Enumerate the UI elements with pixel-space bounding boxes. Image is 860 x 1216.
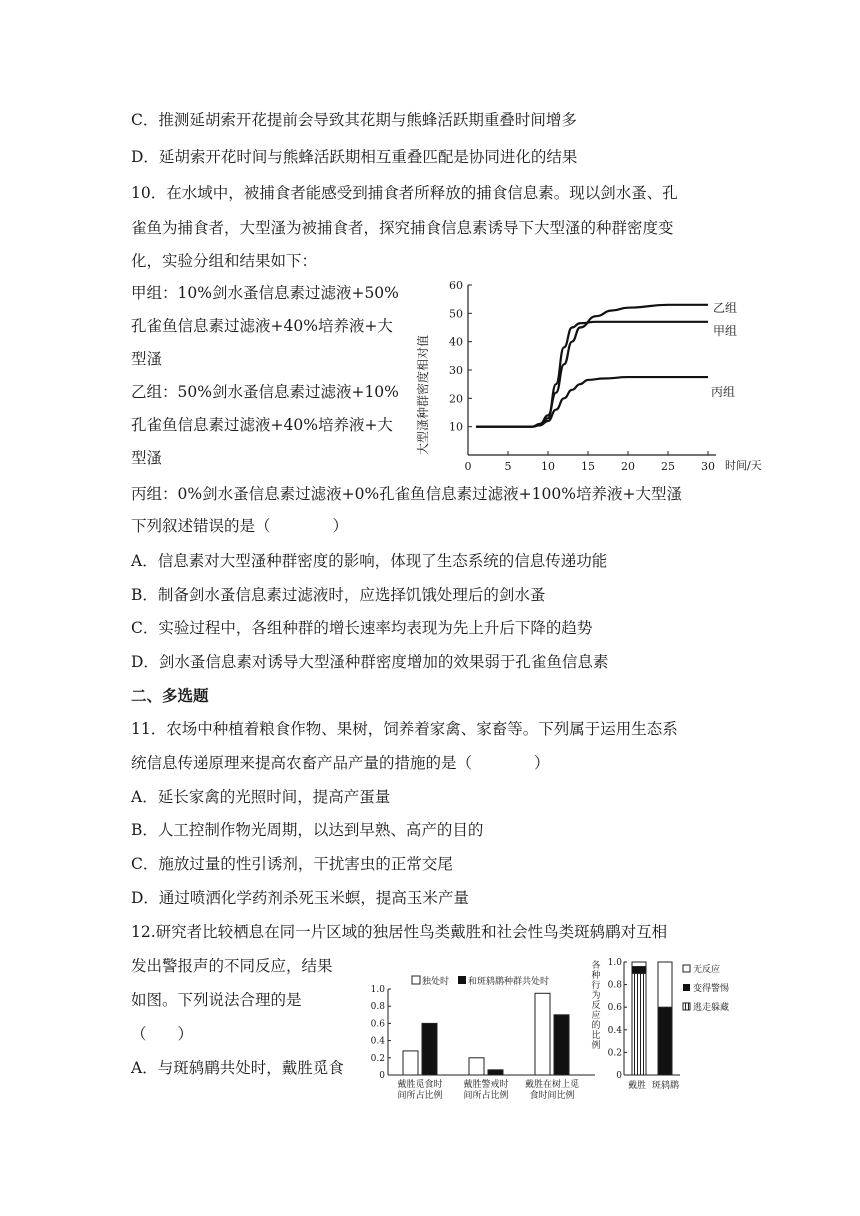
category-label-daisheng: 戴胜 (628, 1081, 647, 1091)
series-line-2 (476, 377, 708, 427)
q10-stem-line-2: 雀鱼为捕食者，大型溞为被捕食者，探究捕食信息素诱导下大型溞的种群密度变 (131, 219, 674, 237)
y-label-char: 行 (591, 981, 601, 991)
bar-together-2 (554, 1015, 569, 1075)
legend-label-flee: 逃走躲藏 (693, 1003, 730, 1013)
q12-option-a: A．与斑鸫鹛共处时，戴胜觅食 (131, 1059, 344, 1077)
q10-option-d: D．剑水蚤信息素对诱导大型溞种群密度增加的效果弱于孔雀鱼信息素 (131, 653, 609, 671)
category-label-2: 食时间比例 (529, 1091, 575, 1101)
y-label-char: 为 (591, 991, 601, 1001)
category-label-bandongmei: 斑鸫鹛 (652, 1081, 680, 1091)
series-label-yi: 乙组 (713, 301, 738, 315)
group-jia-line-2: 孔雀鱼信息素过滤液+40%培养液+大 (131, 317, 393, 335)
bar-alone-1 (469, 1058, 484, 1075)
q12-stem-line-2: 发出警报声的不同反应，结果 (131, 957, 333, 975)
group-jia-line-1: 甲组：10%剑水蚤信息素过滤液+50% (131, 284, 399, 302)
y-label-char: 各 (591, 961, 601, 971)
q9-option-c: C．推测延胡索开花提前会导致其花期与熊蜂活跃期重叠时间增多 (131, 111, 577, 129)
x-axis-label: 时间/天 (725, 459, 762, 472)
bar-together-1 (488, 1070, 503, 1075)
group-yi-line-1: 乙组：50%剑水蚤信息素过滤液+10% (131, 383, 399, 401)
y-tick-label: 0 (379, 1071, 385, 1081)
y-tick-label: 0.6 (370, 1019, 385, 1030)
category-label-1: 间所占比例 (463, 1091, 509, 1101)
bar-chart-categories (397, 1078, 579, 1101)
x-tick-label: 25 (661, 460, 675, 473)
series-label-jia: 甲组 (713, 324, 738, 338)
q11-option-d: D．通过喷洒化学药剂杀死玉米螟，提高玉米产量 (131, 889, 469, 907)
category-label-0: 戴胜觅食时 (397, 1080, 443, 1090)
legend-label-alert: 变得警惕 (693, 984, 730, 994)
stack-segment-1-1 (658, 1007, 672, 1075)
stacked-y-axis-label (591, 959, 600, 1051)
q10-option-c: C．实验过程中，各组种群的增长速率均表现为先上升后下降的趋势 (131, 619, 593, 637)
legend-swatch-together (458, 976, 466, 984)
q10-stem-line-3: 化，实验分组和结果如下： (131, 252, 318, 270)
group-bing: 丙组：0%剑水蚤信息素过滤液+0%孔雀鱼信息素过滤液+100%培养液+大型溞 (131, 485, 682, 503)
stack-segment-0-1 (632, 967, 646, 974)
q11-option-a: A．延长家禽的光照时间，提高产蛋量 (131, 788, 391, 806)
y-label-char: 反 (591, 1001, 601, 1011)
q10-option-b: B．制备剑水蚤信息素过滤液时，应选择饥饿处理后的剑水蚤 (131, 586, 546, 604)
category-label-1: 戴胜警戒时 (463, 1080, 509, 1090)
line-chart-series (476, 305, 708, 427)
group-yi-line-2: 孔雀鱼信息素过滤液+40%培养液+大 (131, 416, 393, 434)
y-tick-label: 20 (449, 392, 463, 406)
y-tick-label: 0.2 (607, 1048, 622, 1059)
y-tick-label: 0.6 (607, 1003, 622, 1014)
y-tick-label: 10 (449, 420, 463, 434)
y-tick-label: 60 (449, 279, 463, 292)
y-tick-label: 30 (449, 364, 463, 377)
q11-stem-line-1: 11．农场中种植着粮食作物、果树，饲养着家禽、家畜等。下列属于运用生态系 (131, 720, 678, 738)
y-label-char: 比 (591, 1031, 601, 1041)
density-line-chart (405, 275, 785, 480)
y-tick-label: 0.4 (370, 1036, 385, 1047)
legend-label-no-reaction: 无反应 (693, 965, 721, 975)
legend-swatch-flee (683, 1003, 690, 1010)
q11-option-c: C．施放过量的性引诱剂，干扰害虫的正常交尾 (131, 855, 453, 873)
legend-label-together: 和斑鸫鹛种群共处时 (468, 977, 550, 987)
q12-stem-line-1: 12.研究者比较栖息在同一片区域的独居性鸟类戴胜和社会性鸟类斑鸫鹛对互相 (131, 923, 668, 941)
x-tick-label: 30 (701, 460, 715, 473)
stack-segment-0-2 (632, 962, 646, 967)
q10-stem-line-1: 10．在水域中，被捕食者能感受到捕食者所释放的捕食信息素。现以剑水蚤、孔 (131, 184, 678, 202)
bar-chart-bars (403, 993, 569, 1075)
q9-option-d: D．延胡索开花时间与熊蜂活跃期相互重叠匹配是协同进化的结果 (131, 148, 578, 166)
group-yi-line-3: 型溞 (131, 449, 163, 467)
bar-alone-0 (403, 1051, 418, 1075)
behavior-bar-chart (360, 965, 600, 1110)
bar-alone-2 (535, 993, 550, 1075)
x-tick-label: 20 (621, 460, 635, 473)
y-tick-label: 0.2 (370, 1053, 385, 1064)
category-label-0: 间所占比例 (397, 1091, 443, 1101)
y-label-char: 例 (591, 1041, 601, 1051)
y-tick-label: 1.0 (607, 958, 622, 968)
x-tick-label: 0 (464, 460, 472, 473)
q10-ask: 下列叙述错误的是（ ） (131, 517, 349, 535)
y-tick-label: 0.4 (607, 1025, 622, 1036)
series-label-bing: 丙组 (711, 385, 736, 399)
y-tick-label: 0.8 (607, 980, 622, 991)
y-tick-label: 40 (449, 335, 463, 349)
stacked-chart-bars (632, 962, 672, 1075)
q11-stem-line-2: 统信息传递原理来提高农畜产品产量的措施的是（ ） (131, 754, 550, 772)
legend-swatch-alone (412, 976, 420, 984)
stack-segment-0-0 (632, 973, 646, 1075)
x-tick-label: 5 (504, 460, 512, 473)
stack-segment-1-2 (658, 962, 672, 1007)
section-heading: 二、多选题 (131, 686, 209, 705)
legend-swatch-no-reaction (683, 965, 690, 972)
y-tick-label: 0.8 (370, 1002, 385, 1013)
y-label-char: 的 (591, 1021, 601, 1031)
y-tick-label: 1.0 (370, 985, 385, 995)
group-jia-line-3: 型溞 (131, 350, 163, 368)
x-tick-label: 10 (541, 460, 555, 473)
bar-together-0 (422, 1023, 437, 1075)
reaction-stacked-chart (588, 950, 748, 1100)
y-tick-label: 50 (449, 307, 463, 321)
y-label-char: 应 (591, 1011, 601, 1021)
category-label-2: 戴胜在树上觅 (524, 1080, 580, 1090)
q12-stem-line-3: 如图。下列说法合理的是 (131, 991, 302, 1009)
q12-stem-line-4: （ ） (131, 1025, 194, 1043)
q11-option-b: B．人工控制作物光周期，以达到早熟、高产的目的 (131, 821, 484, 839)
q10-option-a: A．信息素对大型溞种群密度的影响，体现了生态系统的信息传递功能 (131, 552, 608, 570)
y-tick-label: 0 (616, 1071, 622, 1081)
series-line-1 (476, 322, 708, 427)
y-axis-label: 大型溞种群密度相对值 (416, 334, 430, 456)
legend-swatch-alert (683, 984, 690, 991)
legend-label-alone: 独处时 (422, 977, 450, 987)
y-label-char: 种 (591, 971, 601, 981)
x-tick-label: 15 (581, 460, 595, 473)
